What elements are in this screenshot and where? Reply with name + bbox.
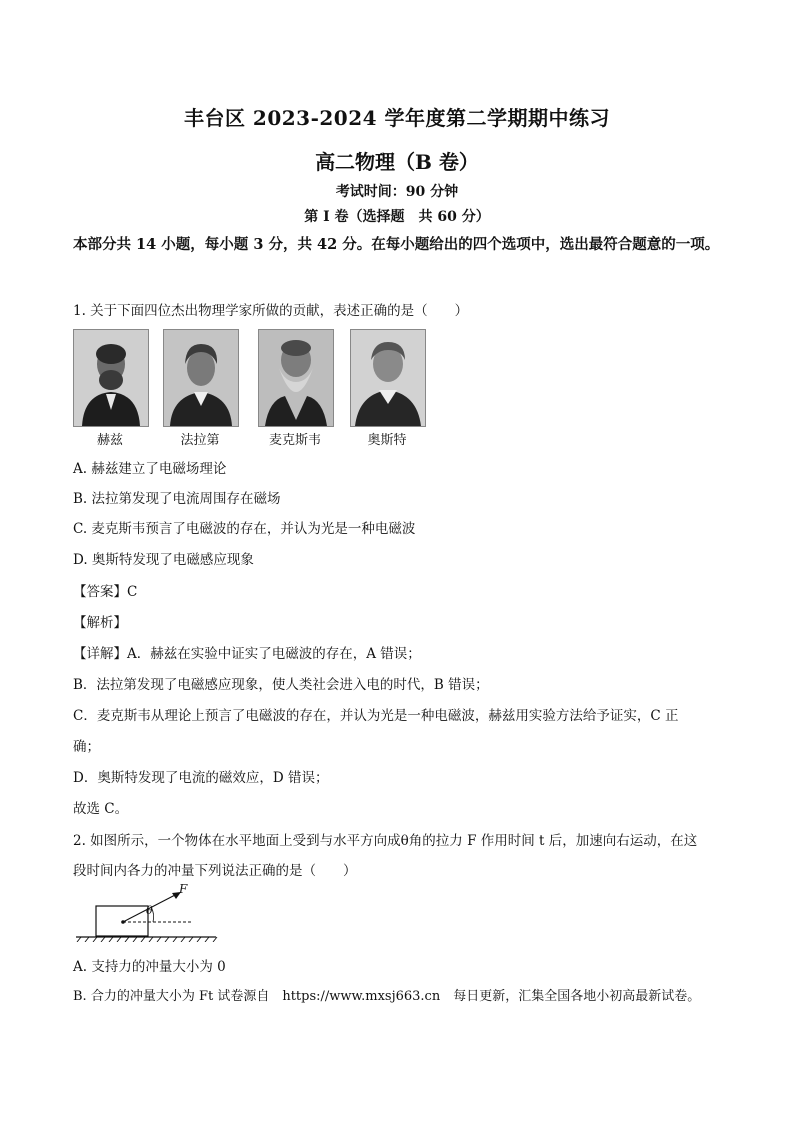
q2-stem: 2. 如图所示，一个物体在水平地面上受到与水平方向成θ角的拉力 F 作用时间 t 后，加速向右运动，在这 [73, 833, 698, 849]
q1-detail-line: D．奥斯特发现了电流的磁效应，D 错误； [73, 770, 329, 786]
force-label: F [179, 882, 188, 896]
exam-time: 考试时间：90 分钟 [335, 184, 459, 200]
faraday-portrait-icon [163, 329, 239, 427]
q1-option-d: D. 奥斯特发现了电磁感应现象 [73, 552, 254, 568]
q2-stem: 段时间内各力的冲量下列说法正确的是（ ） [73, 863, 357, 879]
q1-answer: 【答案】C [73, 584, 138, 600]
exam-title: 丰台区 2023-2024 学年度第二学期期中练习 [183, 106, 611, 130]
exam-subtitle: 高二物理（B 卷） [315, 150, 479, 174]
portrait-caption: 法拉第 [180, 433, 220, 448]
oersted-portrait-icon [350, 329, 426, 427]
maxwell-portrait-icon [258, 329, 334, 427]
q1-detail-line: B．法拉第发现了电磁感应现象，使人类社会进入电的时代，B 错误； [73, 677, 489, 693]
portrait-caption: 麦克斯韦 [268, 433, 321, 448]
section-heading: 第 I 卷（选择题 共 60 分） [304, 209, 490, 225]
q1-analysis-label: 【解析】 [73, 615, 127, 631]
angle-label: θ [146, 904, 153, 917]
portrait-caption: 奥斯特 [367, 433, 407, 448]
q1-option-a: A. 赫兹建立了电磁场理论 [73, 461, 227, 477]
q2-option-a: A. 支持力的冲量大小为 0 [73, 959, 226, 975]
q1-option-c: C. 麦克斯韦预言了电磁波的存在，并认为光是一种电磁波 [73, 521, 416, 537]
q2-option-b: B. 合力的冲量大小为 Ft 试卷源自 https://www.mxsj663.cn 每日更新，汇集全国各地小初高最新试卷。 [73, 989, 701, 1004]
q1-detail-line: 故选 C。 [73, 801, 129, 817]
portrait-caption: 赫兹 [96, 433, 123, 448]
q1-detail-line: 确； [73, 739, 100, 755]
q1-detail-line: C．麦克斯韦从理论上预言了电磁波的存在，并认为光是一种电磁波，赫兹用实验方法给予证实，C 正 [73, 708, 679, 724]
force-diagram [73, 882, 223, 942]
q1-option-b: B. 法拉第发现了电流周围存在磁场 [73, 491, 281, 507]
hertz-portrait-icon [73, 329, 149, 427]
q1-detail-line: 【详解】A．赫兹在实验中证实了电磁波的存在，A 错误； [73, 646, 421, 662]
q1-stem: 1. 关于下面四位杰出物理学家所做的贡献，表述正确的是（ ） [73, 303, 469, 319]
section-intro: 本部分共 14 小题，每小题 3 分，共 42 分。在每小题给出的四个选项中，选出最符合题意的一项。 [73, 236, 720, 253]
